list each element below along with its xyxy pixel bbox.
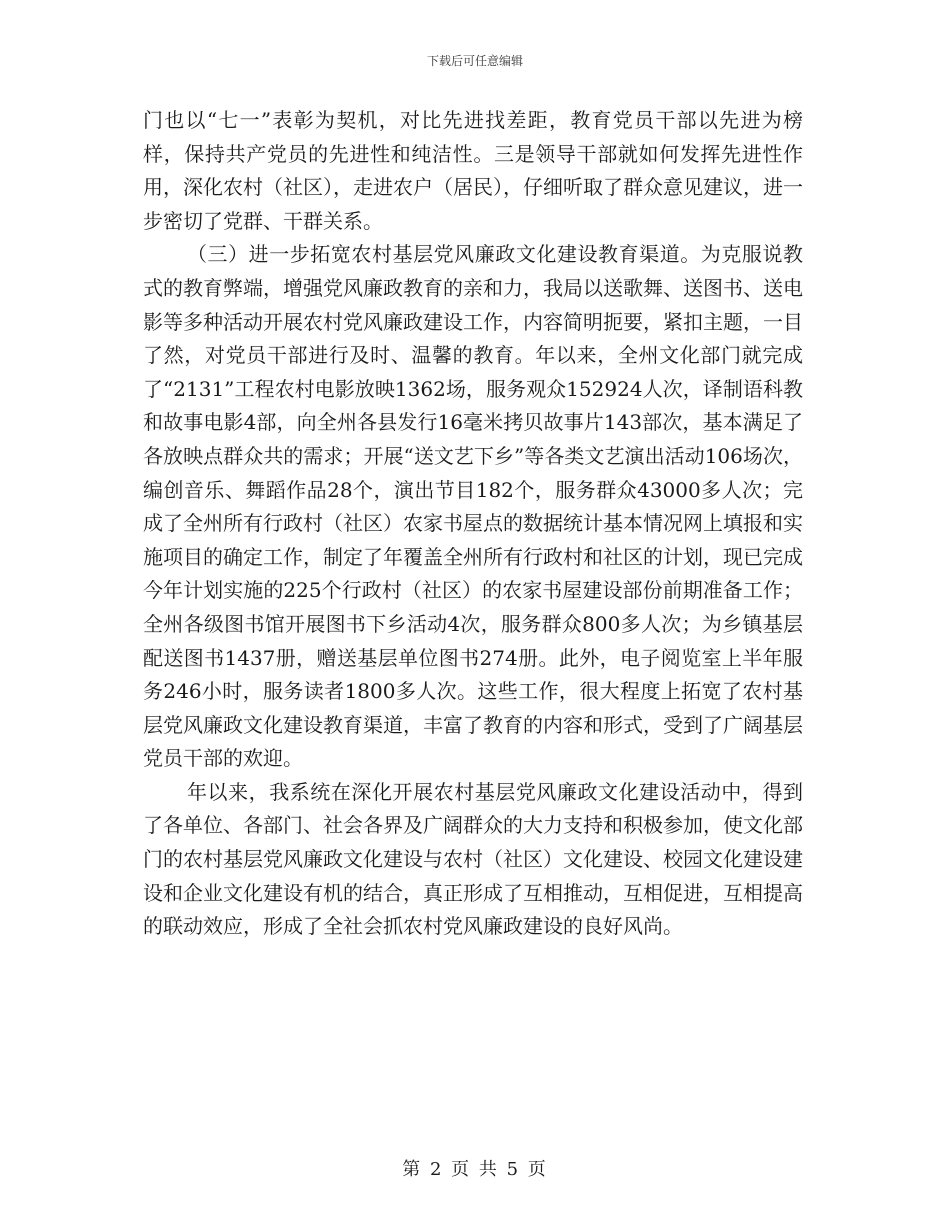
paragraph-summary: 年以来，我系统在深化开展农村基层党风廉政文化建设活动中，得到了各单位、各部门、社会各界及广阔群众的大力支持和积极参加，使文化部门的农村基层党风廉政文化建设与农村（社区）文化建设、校园文化建设建设和企业文化建设有机的结合，真正形成了互相推动，互相促进，互相提高的联动效应，形成了全社会抓农村党风廉政建设的良好风尚。	[143, 779, 803, 939]
paragraph-section-three: （三）进一步拓宽农村基层党风廉政文化建设教育渠道。为克服说教式的教育弊端，增强党风廉政教育的亲和力，我局以送歌舞、送图书、送电影等多种活动开展农村党风廉政建设工作，内容简明扼要，紧扣主题，一目了然，对党员干部进行及时、温馨的教育。年以来，全州文化部门就完成了“2131”工程农村电影放映1362场，服务观众152924人次，译制语科教和故事电影4部，向全州各县发行16毫米拷贝故事片143部次，基本满足了各放映点群众共的需求；开展“送文艺下乡”等各类文艺演出活动106场次，编创音乐、舞蹈作品28个，演出节目182个，服务群众43000多人次；完成了全州所有行政村（社区）农家书屋点的数据统计基本情况网上填报和实施项目的确定工作，制定了年覆盖全州所有行政村和社区的计划，现已完成今年计划实施的225个行政村（社区）的农家书屋建设部份前期准备工作；全州各级图书馆开展图书下乡活动4次，服务群众800多人次；为乡镇基层配送图书1437册，赠送基层单位图书274册。此外，电子阅览室上半年服务246小时，服务读者1800多人次。这些工作，很大程度上拓宽了农村基层党风廉政文化建设教育渠道，丰富了教育的内容和形式，受到了广阔基层党员干部的欢迎。	[143, 242, 803, 771]
header-text: 下载后可任意编辑	[426, 54, 523, 68]
page-header	[0, 52, 950, 69]
page-footer	[0, 1155, 950, 1181]
paragraph-continuation: 门也以“七一”表彰为契机，对比先进找差距，教育党员干部以先进为榜样，保持共产党员的先进性和纯洁性。三是领导干部就如何发挥先进性作用，深化农村（社区），走进农户（居民），仔细听取了群众意见建议，进一步密切了党群、干群关系。	[143, 108, 803, 233]
page-number: 第 2 页 共 5 页	[402, 1159, 548, 1180]
document-body	[143, 104, 803, 944]
